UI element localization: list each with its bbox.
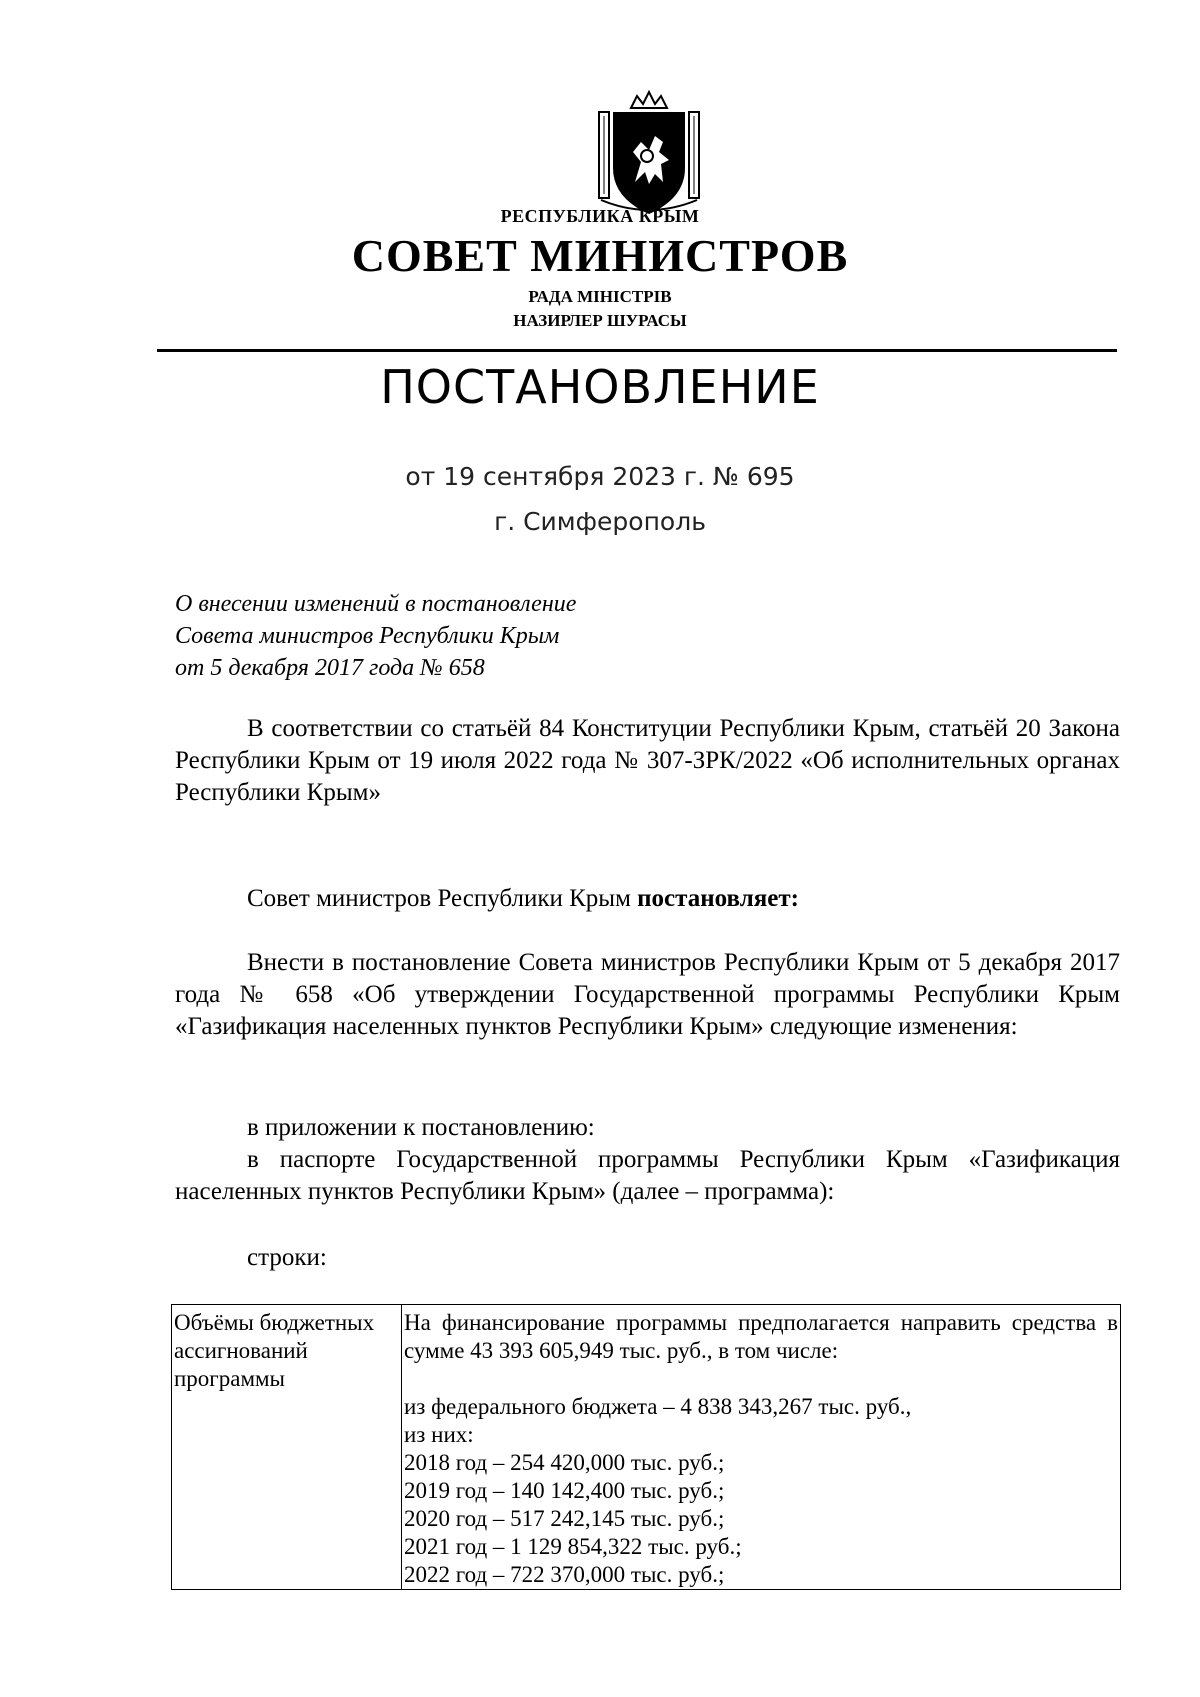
amendment-paragraph: Внести в постановление Совета министров Республики Крым от 5 декабря 2017 года № 658 «Об утверждении Государственной программы Республики Крым «Газификация населенных пунктов Республики Крым» следующие изменения: <box>175 949 1120 1040</box>
passport-line: в паспорте Государственной программы Республики Крым «Газификация населенных пунктов Республики Крым» (далее – программа): <box>175 1146 1120 1205</box>
table-value-cell <box>402 1305 1121 1590</box>
of-which-line: из них: <box>404 1422 474 1447</box>
crimea-coat-of-arms-emblem <box>597 90 701 220</box>
year-line: 2022 год – 722 370,000 тыс. руб.; <box>404 1562 725 1587</box>
document-subject <box>175 588 576 684</box>
subject-line: от 5 декабря 2017 года № 658 <box>175 655 485 681</box>
republic-name: РЕСПУБЛИКА КРЫМ <box>500 206 700 226</box>
table-row <box>172 1305 1121 1590</box>
header-divider <box>157 349 1117 352</box>
federal-budget-line: из федерального бюджета – 4 838 343,267 тыс. руб., <box>404 1394 912 1419</box>
resolves-paragraph <box>175 883 1120 915</box>
document-city: г. Симферополь <box>494 507 706 536</box>
council-name: СОВЕТ МИНИСТРОВ <box>351 230 849 281</box>
year-line: 2020 год – 517 242,145 тыс. руб.; <box>404 1506 725 1531</box>
year-line: 2019 год – 140 142,400 тыс. руб.; <box>404 1478 725 1503</box>
passport-table <box>171 1304 1121 1590</box>
preamble-paragraph: В соответствии со статьёй 84 Конституции Республики Крым, статьёй 20 Закона Республики Крым от 19 июля 2022 года № 307-ЗРК/2022 «Об исполнительных органах Республики Крым» <box>175 715 1120 806</box>
year-line: 2021 год – 1 129 854,322 тыс. руб.; <box>404 1534 742 1559</box>
subject-line: Совета министров Республики Крым <box>175 623 560 649</box>
table-label-cell: Объёмы бюджетных ассигнований программы <box>172 1305 402 1590</box>
annex-block <box>175 1112 1120 1208</box>
annex-line: в приложении к постановлению: <box>247 1114 595 1141</box>
council-name-ukrainian: РАДА МІНІСТРІВ <box>528 287 672 306</box>
document-type-title: ПОСТАНОВЛЕНИЕ <box>380 360 820 414</box>
year-line: 2018 год – 254 420,000 тыс. руб.; <box>404 1450 725 1475</box>
funding-intro: На финансирование программы предполагается направить средства в сумме 43 393 605,949 тыс. руб., в том числе: <box>404 1310 1118 1363</box>
subject-line: О внесении изменений в постановление <box>175 591 577 617</box>
document-date-number: от 19 сентября 2023 г. № 695 <box>405 462 795 491</box>
rows-label: строки: <box>247 1244 327 1271</box>
council-name-crimean-tatar: НАЗИРЛЕР ШУРАСЫ <box>513 311 687 330</box>
resolves-prefix: Совет министров Республики Крым <box>247 885 638 912</box>
resolves-verb: постановляет: <box>637 885 799 912</box>
